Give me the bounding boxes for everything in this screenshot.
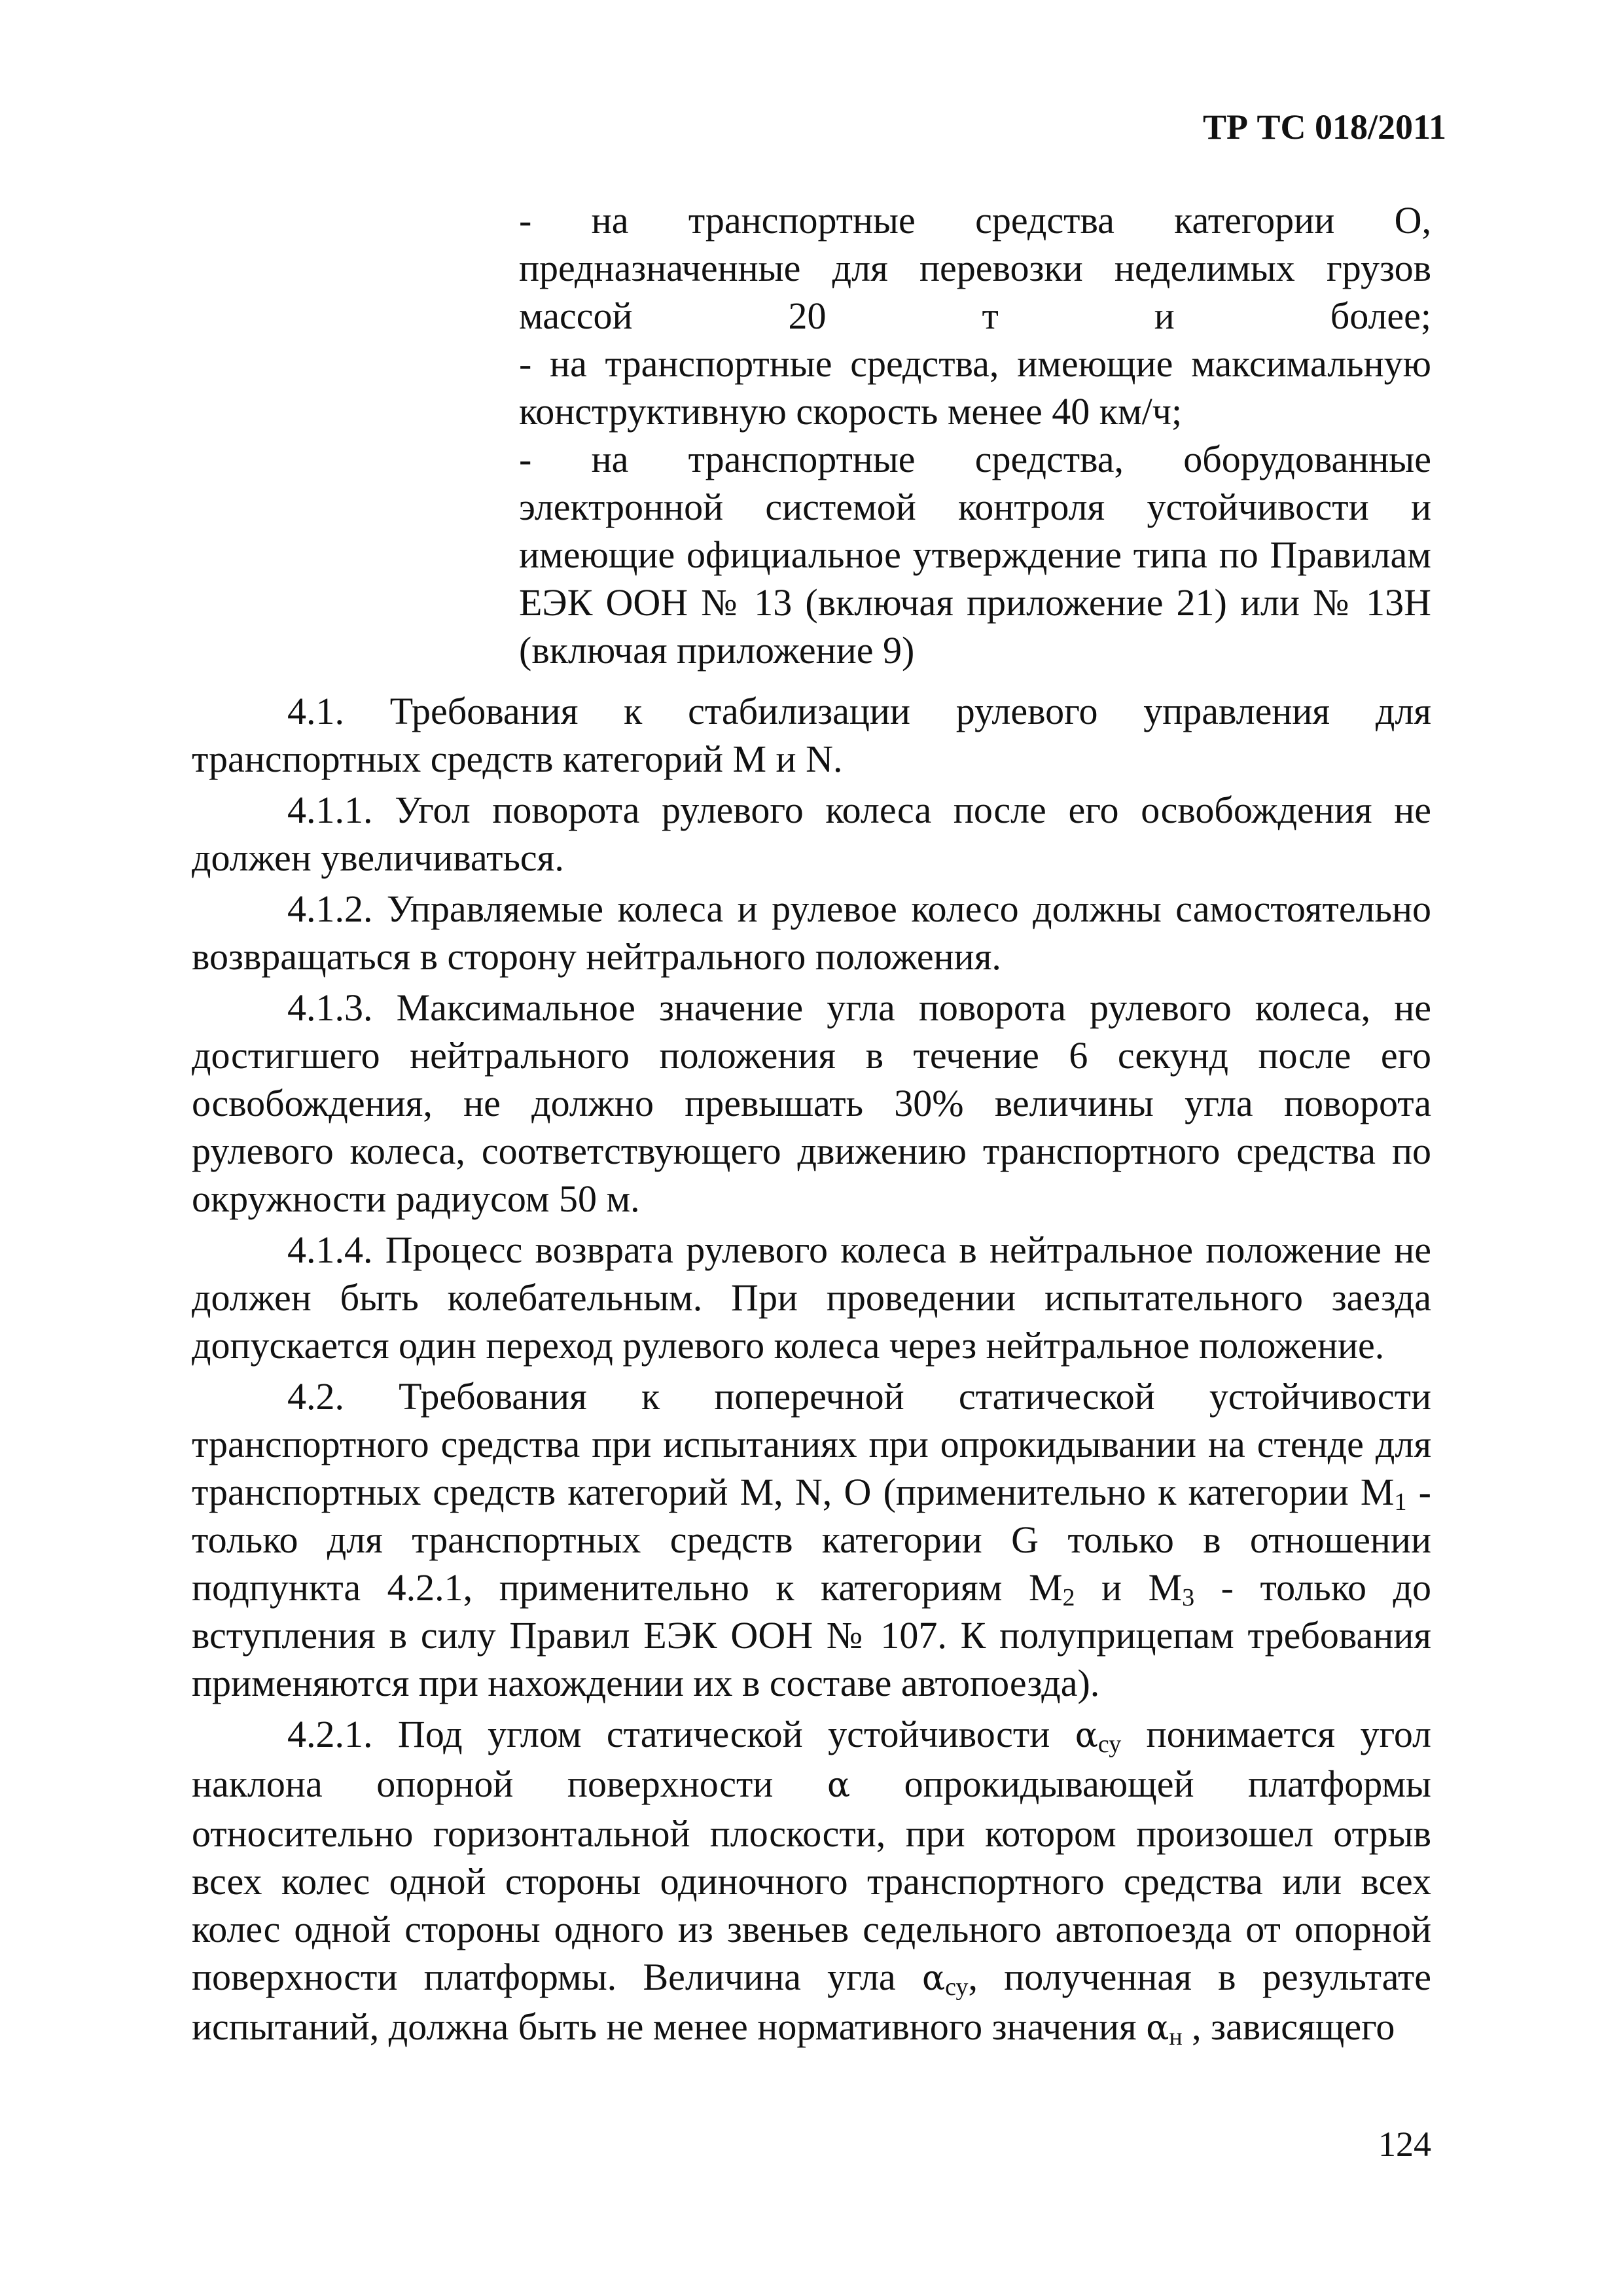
paragraph-4-1-3: 4.1.3. Максимальное значение угла поворота рулевого колеса, не достигшего нейтрального положения в течение 6 секунд после его освобождения, не должно превышать 30% величины угла поворота рулевого колеса, соответствующего движению транспортного средства по окружности радиусом 50 м. [192,986,1431,1220]
list-item: - на транспортные средства, имеющие максимальную конструктивную скорость менее 40 км/ч; [519,342,1431,433]
paragraph-4-1-4: 4.1.4. Процесс возврата рулевого колеса в нейтральное положение не должен быть колебательным. При проведении испытательного заезда допускается один переход рулевого колеса через нейтральное положение. [192,1229,1431,1367]
subscript: 2 [1062,1584,1075,1611]
text-segment: 4.2.1. Под углом статической устойчивости [287,1713,1075,1755]
page-number: 124 [1378,2125,1431,2164]
text-segment: опрокидывающей платформы относительно горизонтальной плоскости, при котором произошел отрыв всех колес одной стороны одиночного транспортного средства или всех колес одной стороны одного из звеньев седельного автопоезда от опорной поверхности платформы. Величина угла [192,1763,1432,1998]
subscript: су [1097,1731,1122,1758]
subscript: 3 [1182,1584,1195,1611]
paragraph-4-1-1: 4.1.1. Угол поворота рулевого колеса после его освобождения не должен увеличиваться. [192,789,1431,879]
alpha-symbol: α [1075,1716,1098,1755]
paragraph-4-2-1 [192,1710,1431,2053]
text-segment: , полученная в результате испытаний, должна быть не менее нормативного значения [192,1956,1432,2048]
list-item: - на транспортные средства категории О, предназначенные для перевозки неделимых грузов массой 20 т и более; [519,199,1431,337]
subscript: 1 [1394,1488,1407,1516]
alpha-symbol: α [921,1959,946,1998]
document-code-header: ТР ТС 018/2011 [1202,107,1446,147]
text-segment: и М [1075,1566,1183,1609]
paragraph-4-2 [192,1372,1431,1707]
list-item: - на транспортные средства, оборудованные электронной системой контроля устойчивости и имеющие официальное утверждение типа по Правилам ЕЭК ООН № 13 (включая приложение 21) или № 13Н (включая приложение 9) [519,438,1431,672]
text-segment: - только до вступления в силу Правил ЕЭК ООН № 107. К полуприцепам требования применяются при нахождении их в составе автопоезда). [192,1566,1431,1704]
subscript: су [945,1973,969,2001]
paragraph-4-1: 4.1. Требования к стабилизации рулевого управления для транспортных средств категорий М и N. [192,690,1431,780]
text-segment: - только для транспортных средств категории G только в отношении подпункта 4.2.1, применительно к категориям М [192,1471,1431,1609]
document-body [192,687,1431,2056]
alpha-symbol: α [1146,2009,1169,2048]
alpha-symbol: α [827,1766,851,1805]
text-segment: , зависящего [1182,2005,1395,2048]
text-segment: понимается угол наклона опорной поверхности [192,1713,1431,1805]
exceptions-list [519,196,1431,674]
paragraph-4-1-2: 4.1.2. Управляемые колеса и рулевое колесо должны самостоятельно возвращаться в сторону нейтрального положения. [192,888,1431,978]
text-segment: 4.2. Требования к поперечной статической устойчивости транспортного средства при испытаниях при опрокидывании на стенде для транспортных средств категорий М, N, О (применительно к категории М [192,1375,1431,1513]
subscript: н [1169,2023,1183,2051]
